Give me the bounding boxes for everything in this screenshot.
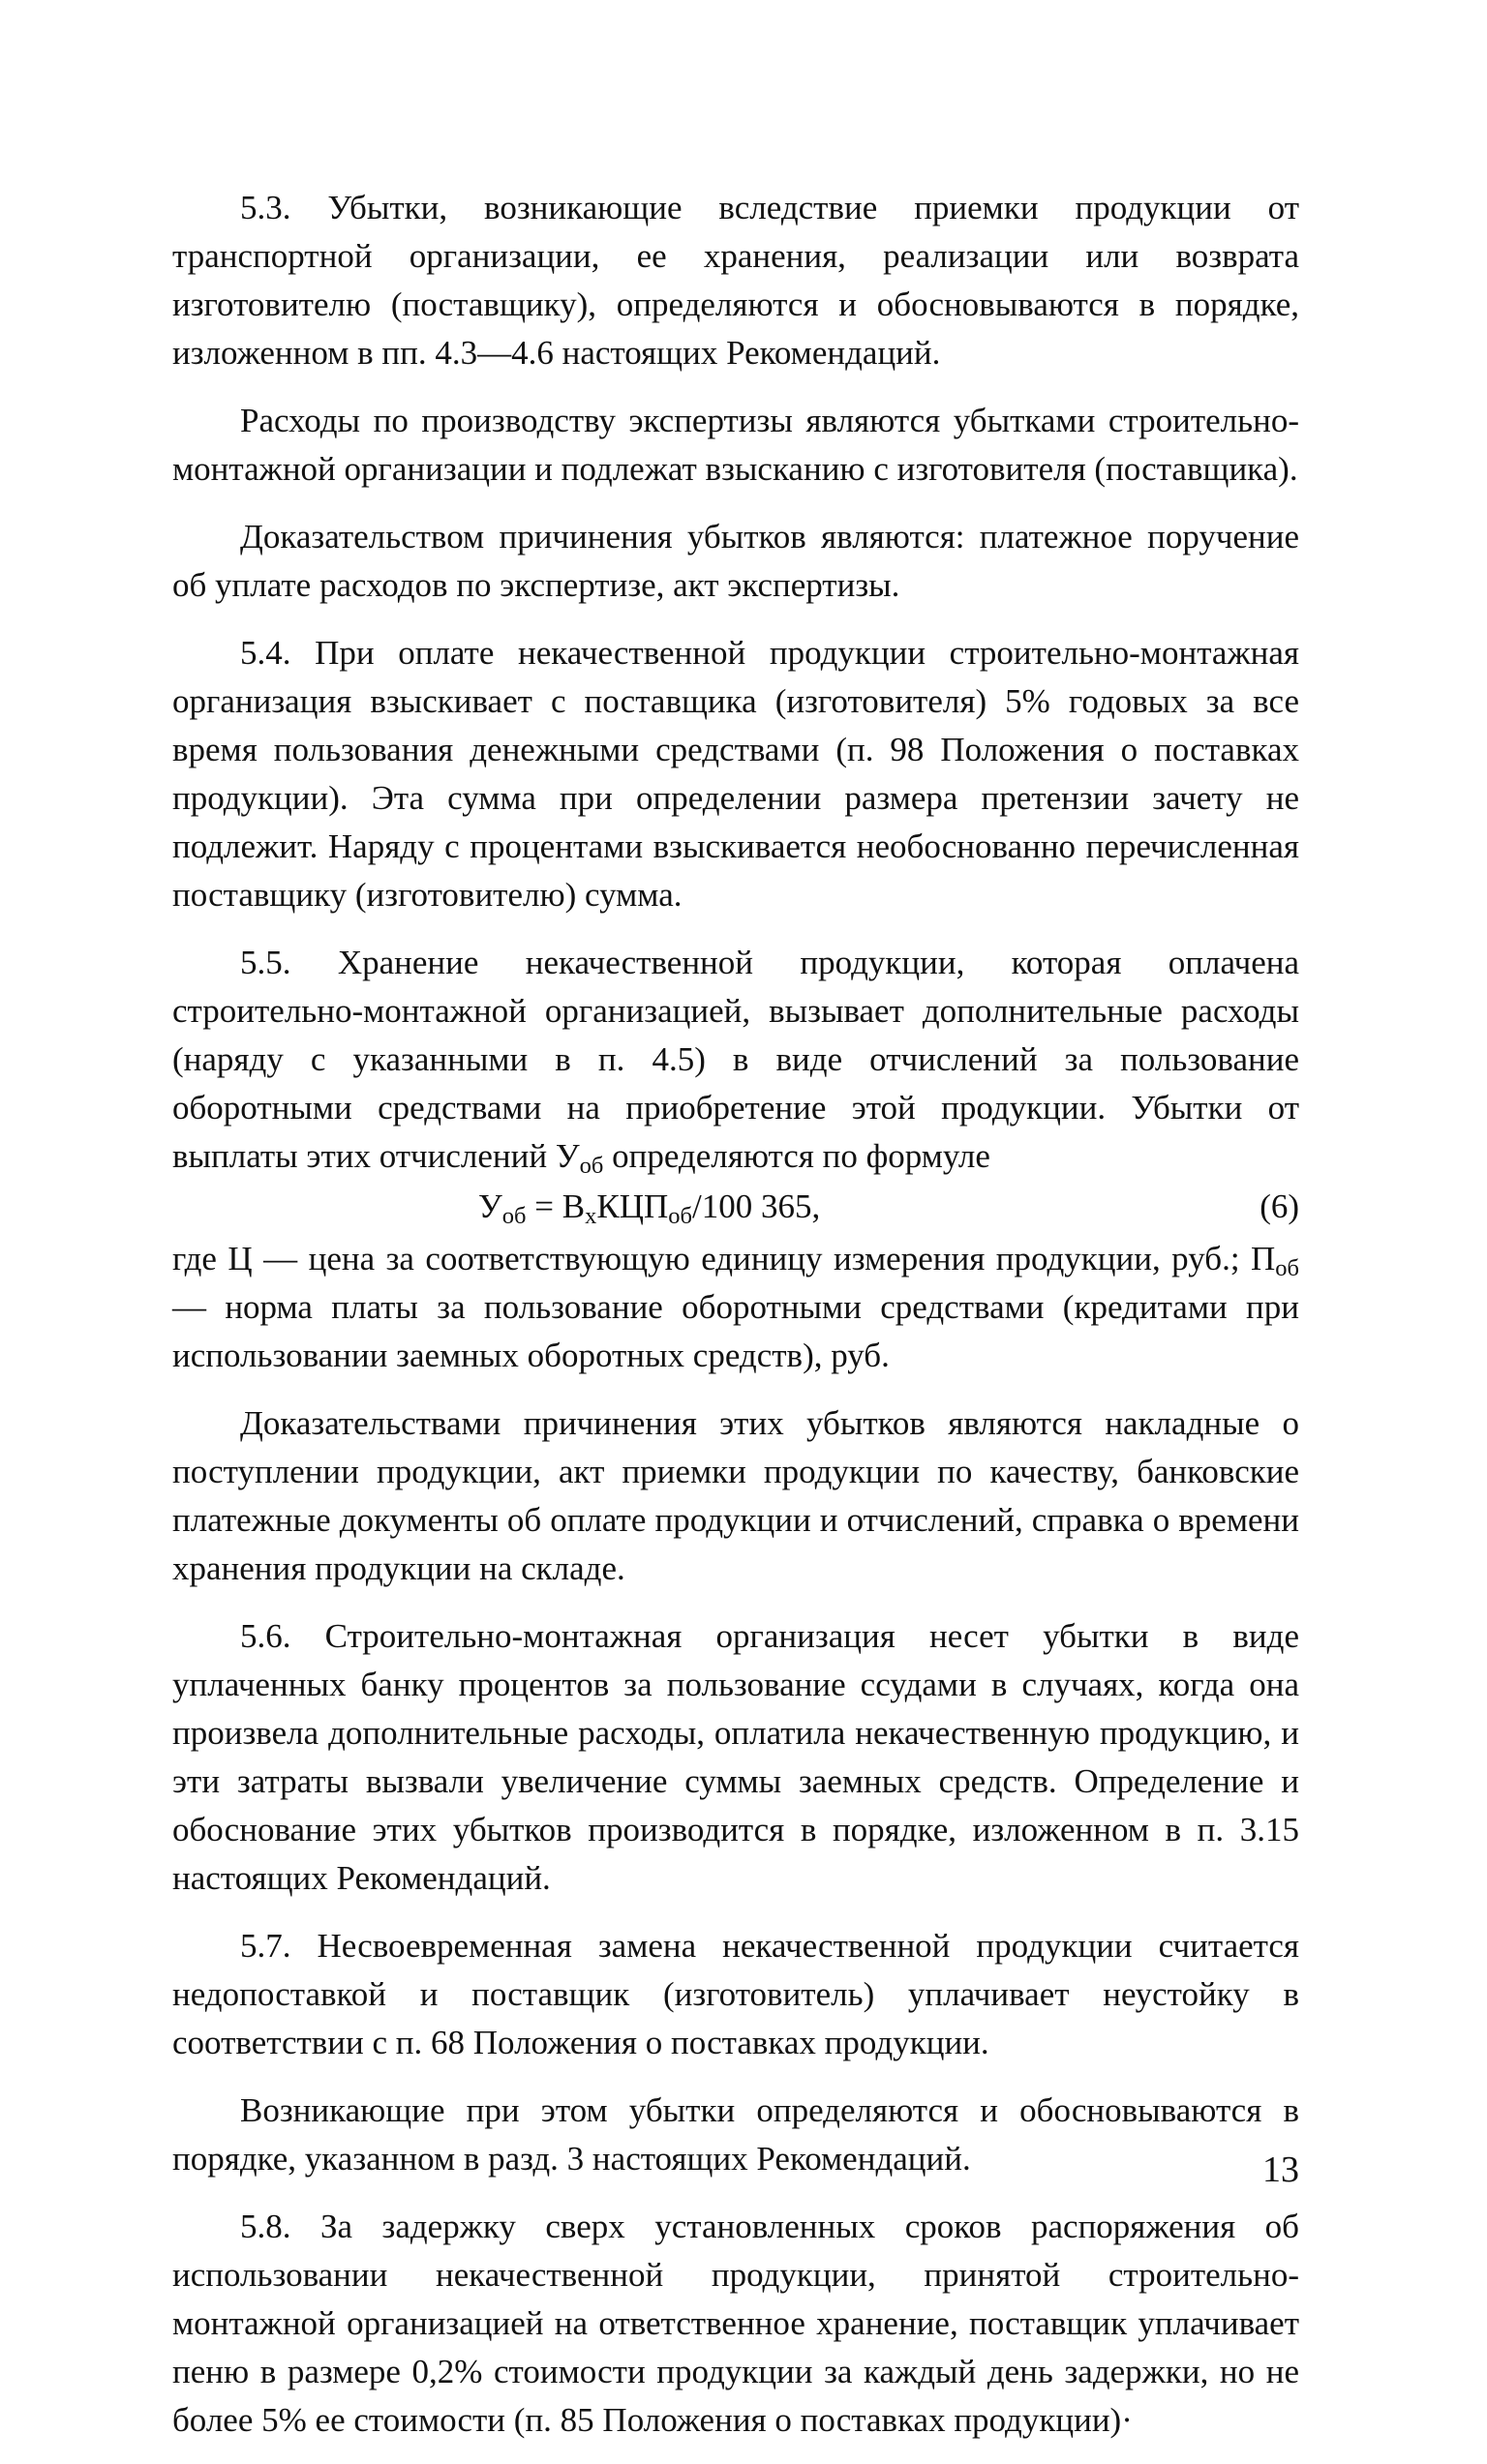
formula-6 (172, 1183, 1299, 1231)
formula-expression: $У_{об} = В_хКЦП_{об}/100$ 365, (478, 1187, 821, 1230)
paragraph-5-8: 5.8. За задержку сверх установленных сроков распоряжения об использовании некачественной продукции, принятой строительно-монтажной организацией на ответственное хранение, поставщик уплачивает пеню в размере 0,2% стоимости продукции за каждый день задержки, но не более 5% ее стоимости (п. 85 Положения о поставках продукции)· (172, 2208, 1299, 2439)
document-page (172, 184, 1299, 2464)
paragraph-5-5 (172, 939, 1299, 1181)
paragraph-5-3-evidence: Доказательством причинения убытков являются: платежное поручение об уплате расходов по экспертизе, акт экспертизы. (172, 518, 1299, 604)
paragraph-5-5-text-end: определяются по формуле (612, 1137, 990, 1175)
paragraph-5-6: 5.6. Строительно-монтажная организация несет убытки в виде уплаченных банку процентов за пользование ссудами в случаях, когда она произвела дополнительные расходы, оплатила некачественную продукцию, и эти затраты вызвали увеличение суммы заемных средств. Определение и обоснование этих убытков производится в порядке, изложенном в п. 3.15 настоящих Рекомендаций. (172, 1617, 1299, 1897)
page-number: 13 (1262, 2149, 1299, 2190)
symbol-p-ob: $П_{об}$ (1251, 1240, 1300, 1282)
formula-number: (6) (1259, 1187, 1299, 1225)
symbol-u-ob: $У_{об}$ (555, 1137, 604, 1180)
paragraph-5-7-losses: Возникающие при этом убытки определяются и обосновываются в порядке, указанном в разд. 3 настоящих Рекомендаций. (172, 2091, 1299, 2178)
paragraph-5-5-text: 5.5. Хранение некачественной продукции, которая оплачена строительно-монтажной организацией, вызывает дополнительные расходы (наряду с указанными в п. 4.5) в виде отчислений за пользование оборотными средствами на приобретение этой продукции. Убытки от выплаты этих отчислений (172, 944, 1299, 1175)
paragraph-5-5-evidence: Доказательствами причинения этих убытков являются накладные о поступлении продукции, акт приемки продукции по качеству, банковские платежные документы об оплате продукции и отчислений, справка о времени хранения продукции на складе. (172, 1404, 1299, 1587)
formula-legend: где Ц — цена за соответствующую единицу измерения продукции, руб.; $П_{об}$ — норма платы за пользование оборотными средствами (кредитами при использовании заемных оборотных средств), руб. (172, 1240, 1300, 1374)
paragraph-5-7: 5.7. Несвоевременная замена некачественной продукции считается недопоставкой и поставщик (изготовитель) уплачивает неустойку в соответствии с п. 68 Положения о поставках продукции. (172, 1927, 1299, 2061)
paragraph-5-3: 5.3. Убытки, возникающие вследствие приемки продукции от транспортной организации, ее хранения, реализации или возврата изготовителю (поставщику), определяются и обосновываются в порядке, изложенном в пп. 4.3—4.6 настоящих Рекомендаций. (172, 189, 1299, 372)
paragraph-5-4: 5.4. При оплате некачественной продукции строительно-монтажная организация взыскивает с поставщика (изготовителя) 5% годовых за все время пользования денежными средствами (п. 98 Положения о поставках продукции). Эта сумма при определении размера претензии зачету не подлежит. Наряду с процентами взыскивается необоснованно перечисленная поставщику (изготовителю) сумма. (172, 634, 1299, 914)
paragraph-5-3-expertise: Расходы по производству экспертизы являются убытками строительно-монтажной организации и подлежат взысканию с изготовителя (поставщика). (172, 402, 1299, 488)
